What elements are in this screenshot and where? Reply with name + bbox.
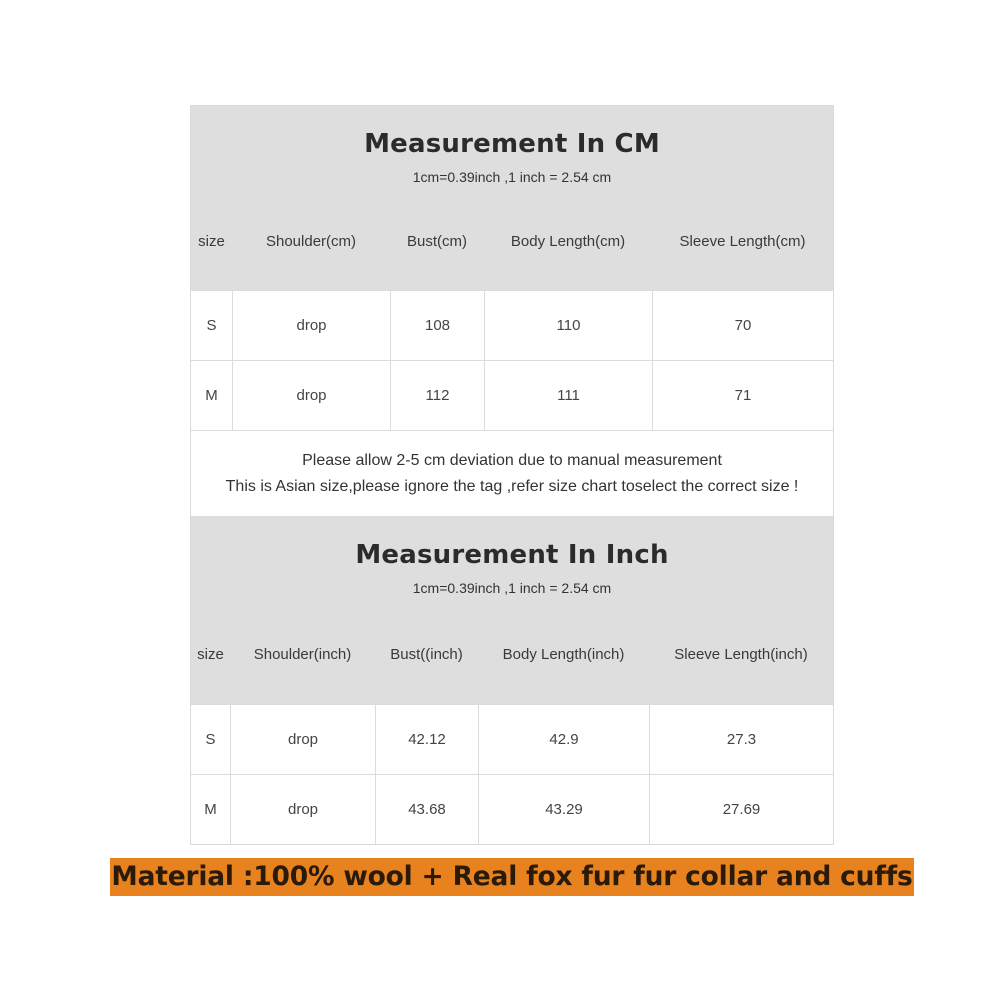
inch-title: Measurement In Inch — [355, 540, 669, 570]
inch-subtitle: 1cm=0.39inch ,1 inch = 2.54 cm — [412, 580, 612, 596]
inch-header-shoulder: Shoulder(inch) — [253, 645, 352, 663]
inch-header-size: size — [197, 645, 224, 663]
inch-header-bust: Bust((inch) — [390, 645, 463, 663]
cell-shoulder: drop — [230, 705, 375, 774]
cell-body-length: 110 — [484, 291, 652, 360]
table-row — [191, 290, 833, 360]
cell-size: M — [204, 801, 217, 818]
cell-size: S — [206, 317, 217, 334]
cell-bust: 43.68 — [375, 775, 478, 844]
inch-header-body-length: Body Length(inch) — [502, 645, 625, 663]
cm-header-bust: Bust(cm) — [407, 232, 467, 250]
cell-shoulder: drop — [232, 291, 390, 360]
note-line-2: This is Asian size,please ignore the tag ,refer size chart toselect the correct size ! — [225, 477, 799, 495]
table-row — [191, 774, 833, 844]
size-chart — [190, 105, 834, 845]
cell-size: S — [205, 731, 216, 748]
cm-header-block — [191, 106, 833, 290]
cell-bust: 42.12 — [375, 705, 478, 774]
table-row — [191, 704, 833, 774]
cell-shoulder: drop — [230, 775, 375, 844]
cell-size: M — [205, 387, 218, 404]
note-line-1: Please allow 2-5 cm deviation due to manual measurement — [302, 451, 722, 469]
cm-header-size: size — [198, 232, 225, 250]
cm-header-sleeve-length: Sleeve Length(cm) — [679, 232, 806, 250]
cell-bust: 112 — [390, 361, 484, 430]
cm-header-body-length: Body Length(cm) — [510, 232, 626, 250]
inch-header-block — [191, 516, 833, 704]
cell-sleeve-length: 27.69 — [649, 775, 833, 844]
cell-body-length: 42.9 — [478, 705, 649, 774]
cm-column-headers — [191, 211, 833, 271]
table-row — [191, 360, 833, 430]
cm-subtitle: 1cm=0.39inch ,1 inch = 2.54 cm — [412, 169, 612, 185]
inch-column-headers — [191, 624, 833, 684]
material-banner: Material :100% wool + Real fox fur fur collar and cuffs — [110, 858, 914, 896]
cell-sleeve-length: 70 — [652, 291, 833, 360]
cell-sleeve-length: 71 — [652, 361, 833, 430]
cell-body-length: 111 — [484, 361, 652, 430]
cm-header-shoulder: Shoulder(cm) — [265, 232, 357, 250]
deviation-note — [191, 430, 833, 516]
cm-title: Measurement In CM — [364, 129, 660, 159]
cell-sleeve-length: 27.3 — [649, 705, 833, 774]
cell-shoulder: drop — [232, 361, 390, 430]
inch-header-sleeve-length: Sleeve Length(inch) — [674, 645, 808, 663]
cell-body-length: 43.29 — [478, 775, 649, 844]
cell-bust: 108 — [390, 291, 484, 360]
